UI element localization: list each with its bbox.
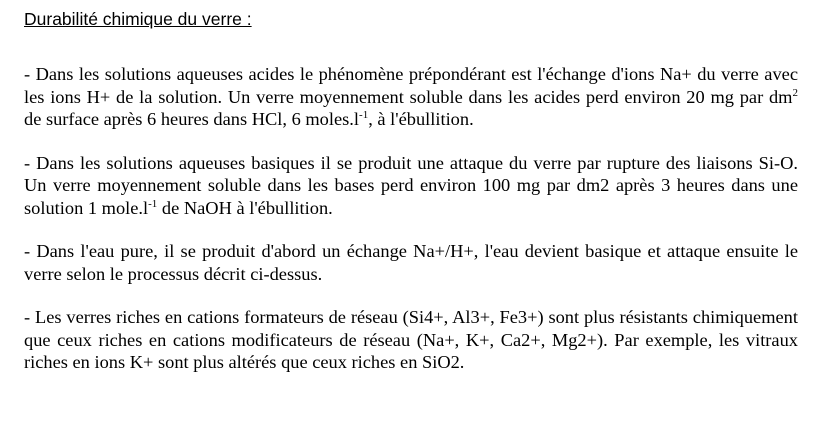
p2-text-b: de NaOH à l'ébullition.: [157, 197, 333, 218]
p1-superscript-1: 2: [792, 86, 798, 99]
p1-text-c: , à l'ébullition.: [368, 109, 474, 129]
paragraph-network-cations: - Les verres riches en cations formateurs de réseau (Si4+, Al3+, Fe3+) sont plus résistants chimiquement que ceux riches en cations modificateurs de réseau (Na+, K+, Ca2+, Mg2+). Par exemple, les vitraux riches en ions K+ sont plus altérés que ceux riches en SiO2.: [24, 307, 798, 372]
document-page: [24, 8, 798, 374]
p2-superscript-1: -1: [148, 197, 158, 210]
p1-text-a: - Dans les solutions aqueuses acides le phénomène prépondérant est l'échange d'ions Na+ du verre avec les ions H+ de la solution. Un verre moyennement soluble dans les acides perd environ 20 mg par dm: [24, 64, 798, 107]
paragraph-acid-solutions: [24, 63, 798, 131]
paragraph-pure-water: - Dans l'eau pure, il se produit d'abord un échange Na+/H+, l'eau devient basique et attaque ensuite le verre selon le processus décrit ci-dessus.: [24, 241, 798, 284]
p1-superscript-2: -1: [359, 109, 369, 121]
p1-text-b: de surface après 6 heures dans HCl, 6 moles.l: [24, 109, 360, 129]
section-title: Durabilité chimique du verre :: [24, 9, 252, 29]
paragraph-basic-solutions: [24, 152, 798, 220]
p2-text-a: - Dans les solutions aqueuses basiques il se produit une attaque du verre par rupture des liaisons Si-O. Un verre moyennement soluble dans les bases perd environ 100 mg par dm2 après 3 heures dans une solution 1 mole.l: [24, 152, 798, 218]
